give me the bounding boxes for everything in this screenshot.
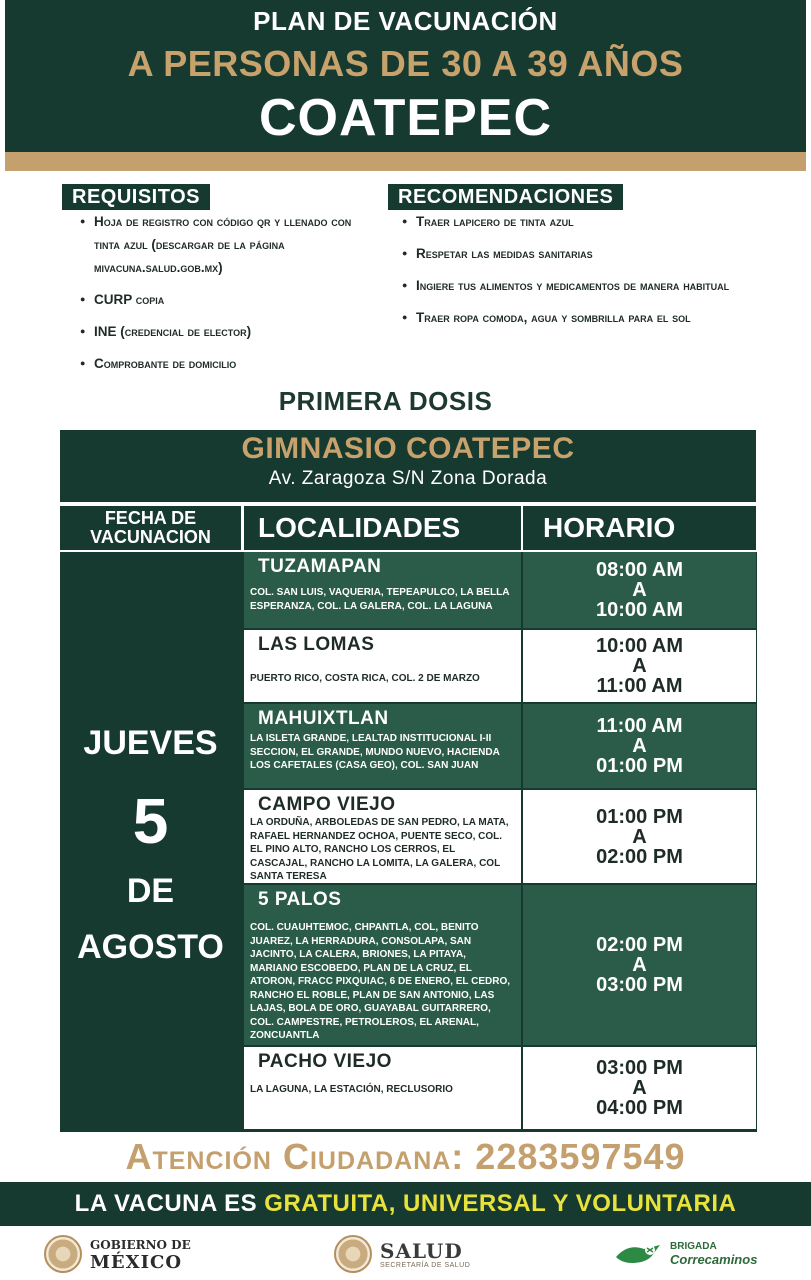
locality-desc: PUERTO RICO, COSTA RICA, COL. 2 DE MARZO — [250, 673, 480, 684]
time-end: 03:00 PM — [596, 974, 683, 996]
date-month: AGOSTO — [77, 928, 224, 966]
table-row-time — [523, 630, 756, 702]
brigada-line2: Correcaminos — [670, 1252, 758, 1267]
table-row-locality — [244, 1047, 521, 1129]
locality-desc: COL. CUAUHTEMOC, CHPANTLA, COL, BENITO JUAREZ, LA HERRADURA, CONSOLAPA, SAN JACINTO, LA CALERA, BRIONES, LA PITAYA, MARIANO ESCOBEDO, PLAN DE LA CRUZ, EL ATORON, FRACC PIXQUIAC, 6 DE ENERO, EL CEDRO, RANCHO EL ROBLE, PLAN DE SAN ANTONIO, LAS LAJAS, BOLA DE ORO, GUAYABAL GUITARRERO, COL. CAMPESTRE, PETROLEROS, EL ARENAL, ZONCUANTLA — [250, 922, 511, 1041]
list-item: ● Respetar las medidas sanitarias — [402, 242, 762, 265]
fecha-header-line1: FECHA DE — [104, 508, 197, 528]
gobierno-line1: GOBIERNO DE — [90, 1238, 191, 1252]
time-start: 11:00 AM — [596, 715, 683, 737]
locality-desc: COL. SAN LUIS, VAQUERIA, TEPEAPULCO, LA BELLA ESPERANZA, COL. LA GALERA, COL. LA LAGUNA — [250, 587, 510, 612]
fecha-header-line2: VACUNACION — [90, 527, 211, 547]
date-weekday: JUEVES — [83, 724, 218, 762]
free-vaccine-highlight: GRATUITA, UNIVERSAL Y VOLUNTARIA — [264, 1190, 737, 1217]
locality-name: LAS LOMAS — [258, 634, 375, 655]
time-sep: A — [632, 735, 647, 757]
table-row-locality — [244, 704, 521, 788]
time-sep: A — [632, 1077, 647, 1099]
table-row-locality — [244, 552, 521, 628]
locality-name: CAMPO VIEJO — [258, 794, 396, 815]
plan-title: PLAN DE VACUNACIÓN — [253, 6, 558, 36]
locality-desc: LA ISLETA GRANDE, LEALTAD INSTITUCIONAL I-II SECCION, EL GRANDE, MUNDO NUEVO, HACIENDA LOS CAFETALES (CASA GEO), COL. SAN JUAN — [250, 733, 500, 771]
date-de: DE — [126, 872, 175, 910]
time-end: 01:00 PM — [596, 755, 683, 777]
locality-desc: LA LAGUNA, LA ESTACIÓN, RECLUSORIO — [250, 1084, 453, 1095]
roadrunner-icon — [614, 1239, 664, 1269]
time-start: 10:00 AM — [595, 635, 684, 657]
locality-name: MAHUIXTLAN — [258, 708, 389, 729]
header-panel — [5, 0, 806, 152]
table-row-time — [523, 885, 756, 1045]
municipality-title: COATEPEC — [258, 89, 553, 147]
venue-name: GIMNASIO COATEPEC — [241, 432, 575, 465]
dose-title: PRIMERA DOSIS — [278, 386, 493, 416]
salud-line2: SECRETARÍA DE SALUD — [380, 1261, 471, 1269]
table-row-locality — [244, 630, 521, 702]
time-end: 11:00 AM — [596, 675, 683, 697]
time-sep: A — [632, 579, 647, 601]
salud-line1: SALUD — [380, 1238, 463, 1263]
requisitos-list — [80, 210, 380, 384]
time-start: 01:00 PM — [596, 805, 683, 828]
venue-address: Av. Zaragoza S/N Zona Dorada — [268, 468, 548, 489]
list-item: ● Comprobante de domicilio — [80, 352, 380, 375]
table-row-time — [523, 704, 756, 788]
list-item: ● Traer lapicero de tinta azul — [402, 210, 762, 233]
table-row-time — [523, 1047, 756, 1129]
fecha-header — [60, 506, 241, 550]
time-end: 04:00 PM — [596, 1097, 683, 1119]
recomendaciones-list — [402, 210, 762, 338]
free-vaccine-banner — [0, 1182, 811, 1226]
footer-logos — [0, 1226, 811, 1280]
localidades-header: LOCALIDADES — [244, 506, 521, 550]
table-row-time — [523, 790, 756, 883]
list-item: ● Hoja de registro con código qr y llenado con tinta azul (descargar de la página mivacuna.salud.gob.mx) — [80, 210, 380, 279]
brigada-logo — [614, 1234, 757, 1274]
time-sep: A — [632, 825, 647, 848]
eagle-seal-icon — [44, 1235, 82, 1273]
time-end: 10:00 AM — [595, 599, 684, 621]
gobierno-logo — [44, 1234, 191, 1274]
time-sep: A — [632, 655, 647, 677]
table-row-time — [523, 552, 756, 628]
list-item: ● Ingiere tus alimentos y medicamentos de manera habitual — [402, 274, 762, 297]
date-cell — [60, 552, 241, 1132]
locality-name: PACHO VIEJO — [258, 1051, 392, 1072]
table-row-locality — [244, 885, 521, 1045]
header-banner — [0, 0, 811, 152]
venue-box — [60, 430, 756, 502]
list-item: ● Traer ropa comoda, agua y sombrilla para el sol — [402, 306, 762, 329]
age-range-title: A PERSONAS DE 30 A 39 AÑOS — [127, 43, 684, 84]
time-start: 02:00 PM — [596, 934, 683, 956]
list-item: ● INE (credencial de elector) — [80, 320, 380, 343]
citizen-phone-line: Atención Ciudadana: 2283597549 — [125, 1136, 686, 1177]
locality-desc: LA ORDUÑA, ARBOLEDAS DE SAN PEDRO, LA MATA, RAFAEL HERNANDEZ OCHOA, PUENTE SECO, COL. EL PINO ALTO, RANCHO LOS CERROS, EL CASCAJAL, RANCHO LA LOMITA, LA GALERA, COL SANTA TERESA — [250, 817, 509, 882]
locality-name: TUZAMAPAN — [258, 556, 382, 577]
time-sep: A — [632, 954, 647, 976]
time-start: 03:00 PM — [596, 1057, 683, 1079]
time-start: 08:00 AM — [595, 559, 684, 581]
gold-divider — [5, 152, 806, 171]
eagle-seal-icon — [334, 1235, 372, 1273]
recomendaciones-label: RECOMENDACIONES — [388, 184, 623, 210]
horario-header: HORARIO — [523, 506, 756, 550]
brigada-line1: BRIGADA — [670, 1241, 717, 1252]
date-day: 5 — [132, 785, 169, 857]
locality-name: 5 PALOS — [258, 889, 342, 910]
requisitos-label: REQUISITOS — [62, 184, 210, 210]
list-item: ● CURP copia — [80, 288, 380, 311]
table-row-locality — [244, 790, 521, 883]
gobierno-line2: MÉXICO — [90, 1252, 183, 1273]
time-end: 02:00 PM — [596, 845, 683, 868]
free-vaccine-prefix: LA VACUNA ES — [74, 1190, 258, 1217]
salud-logo — [334, 1234, 470, 1274]
